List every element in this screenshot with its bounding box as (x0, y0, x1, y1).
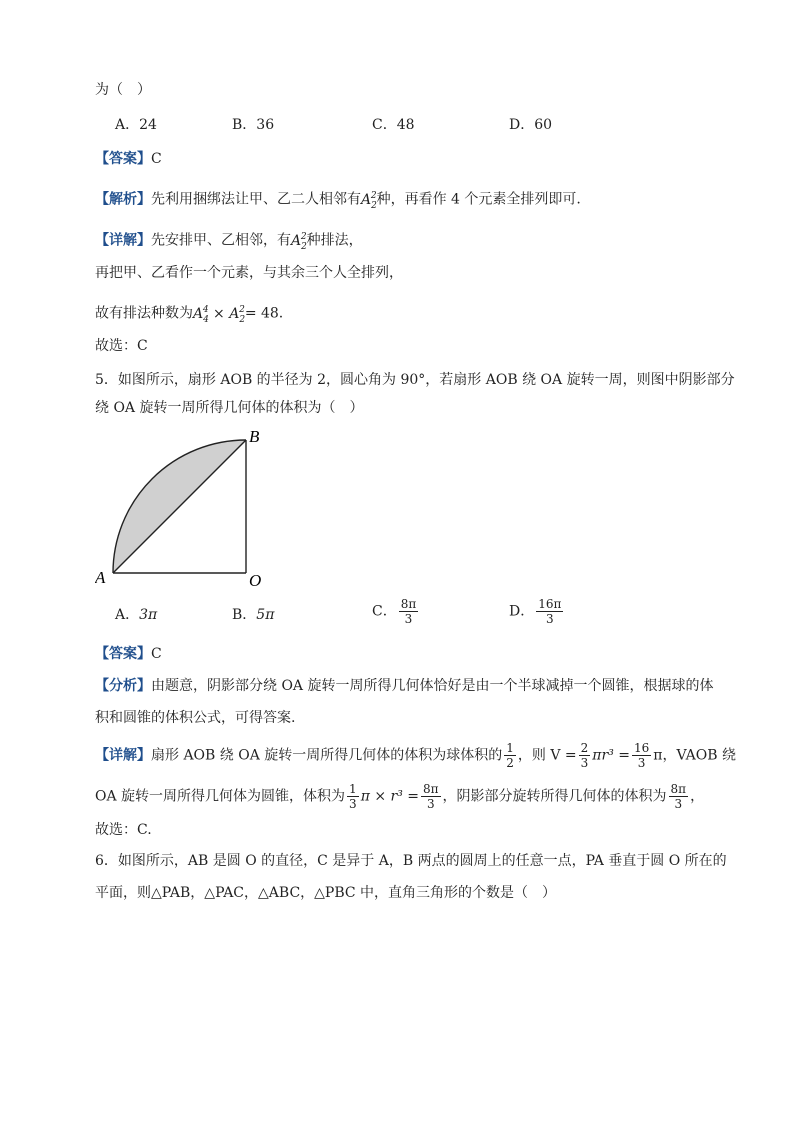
answer-value: C (151, 151, 162, 167)
answer-tag: 【答案】 (95, 151, 151, 167)
arrangement-symbol: $A_2^2$ (361, 191, 377, 211)
fraction-numerator: 16 (633, 741, 650, 755)
fraction-denominator: 3 (545, 612, 554, 626)
q4-analysis-row (95, 186, 581, 215)
fraction-denominator: 3 (580, 756, 589, 770)
sector-figure (95, 425, 270, 595)
q5-option-c (372, 597, 420, 626)
fraction (347, 782, 359, 811)
fraction-numerator: 1 (349, 782, 357, 796)
q4-option-a: A．24 (115, 117, 157, 133)
detail-text: 故有排法种数为 (95, 305, 193, 322)
fraction-denominator: 3 (674, 797, 683, 811)
q5-answer-row (95, 644, 162, 664)
label-o: O (249, 571, 262, 590)
fraction-denominator: 3 (426, 797, 435, 811)
q4-detail-row-2: 再把甲、乙看作一个元素，与其余三个人全排列， (95, 265, 403, 281)
q4-option-d: D．60 (509, 117, 553, 133)
detail-text: ，则 V = (517, 747, 577, 764)
detail-tag: 【详解】 (95, 747, 151, 764)
arrangement-symbol: $A_2^2$ (291, 232, 307, 252)
fraction-numerator: 16π (538, 597, 562, 611)
option-value: 3π (139, 607, 158, 623)
option-prefix: A． (115, 607, 140, 623)
q5-detail-row-1 (95, 741, 736, 770)
label-a: A (95, 568, 106, 587)
fraction-numerator: 8π (423, 782, 439, 796)
q6-stem-line-2: 平面，则△PAB，△PAC，△ABC，△PBC 中，直角三角形的个数是（ ） (95, 885, 557, 901)
q6-stem-line-1: 6．如图所示，AB 是圆 O 的直径，C 是异于 A，B 两点的圆周上的任意一点，PA 垂直于圆 O 所在的 (95, 853, 727, 869)
q4-option-b: B．36 (232, 117, 275, 133)
fraction-numerator: 2 (580, 741, 589, 755)
analysis-text-b: 种，再看作 4 个元素全排列即可. (376, 191, 581, 208)
q4-option-c: C．48 (372, 117, 415, 133)
fraction-numerator: 8π (400, 597, 417, 611)
fraction-denominator: 3 (404, 612, 413, 626)
q5-analysis-row-2: 积和圆锥的体积公式，可得答案. (95, 710, 296, 726)
analysis-tag: 【解析】 (95, 191, 151, 208)
detail-text: 扇形 AOB 绕 OA 旋转一周所得几何体的体积为球体积的 (151, 747, 503, 764)
detail-formula: πr³ = (592, 747, 630, 764)
q4-answer-row (95, 149, 162, 169)
arrangement-formula: $A_4^4 \times A_2^2$ (193, 305, 246, 325)
option-fraction (536, 597, 563, 626)
q5-stem-line-2: 绕 OA 旋转一周所得几何体的体积为（ ） (95, 400, 364, 416)
detail-text: OA 旋转一周所得几何体为圆锥，体积为 (95, 788, 346, 805)
detail-text: π，VAOB 绕 (653, 747, 736, 764)
fraction (421, 782, 441, 811)
q5-option-a (115, 605, 157, 625)
answer-tag: 【答案】 (95, 646, 151, 662)
fraction-denominator: 2 (506, 756, 514, 770)
detail-text: 先安排甲、乙相邻，有 (151, 232, 291, 249)
q5-option-d (509, 597, 565, 626)
q5-option-b (232, 605, 274, 625)
detail-tag: 【详解】 (95, 232, 151, 249)
label-b: B (249, 427, 260, 446)
fraction-denominator: 3 (349, 797, 357, 811)
detail-formula: π × r³ = (360, 788, 420, 805)
fraction (579, 741, 591, 770)
q5-stem-line-1: 5．如图所示，扇形 AOB 的半径为 2，圆心角为 90°，若扇形 AOB 绕 OA 旋转一周，则图中阴影部分 (95, 372, 735, 388)
fraction-numerator: 8π (670, 782, 687, 796)
analysis-text: 由题意，阴影部分绕 OA 旋转一周所得几何体恰好是由一个半球减掉一个圆锥，根据球的体 (151, 678, 714, 694)
q4-choose: 故选：C (95, 338, 148, 354)
option-fraction (399, 597, 419, 626)
q5-analysis-row-1 (95, 676, 714, 696)
answer-value: C (151, 646, 162, 662)
detail-text: ， (690, 788, 705, 805)
fraction-numerator: 1 (506, 741, 514, 755)
analysis-tag: 【分析】 (95, 678, 151, 694)
analysis-text-a: 先利用捆绑法让甲、乙二人相邻有 (151, 191, 361, 208)
q5-detail-row-2 (95, 782, 704, 811)
detail-text: ，阴影部分旋转所得几何体的体积为 (442, 788, 667, 805)
option-prefix: B． (232, 607, 257, 623)
q4-detail-row-1 (95, 227, 363, 256)
fraction (632, 741, 651, 770)
option-prefix: D． (509, 603, 535, 620)
q5-choose: 故选：C. (95, 822, 152, 838)
option-prefix: C． (372, 603, 397, 620)
fraction (669, 782, 689, 811)
detail-text: 种排法， (306, 232, 363, 249)
option-value: 5π (256, 607, 275, 623)
fraction-half (504, 741, 516, 770)
fraction-denominator: 3 (637, 756, 646, 770)
q4-detail-row-3 (95, 300, 283, 329)
q4-stem-tail: 为（ ） (95, 82, 151, 98)
detail-text: = 48. (244, 305, 284, 322)
